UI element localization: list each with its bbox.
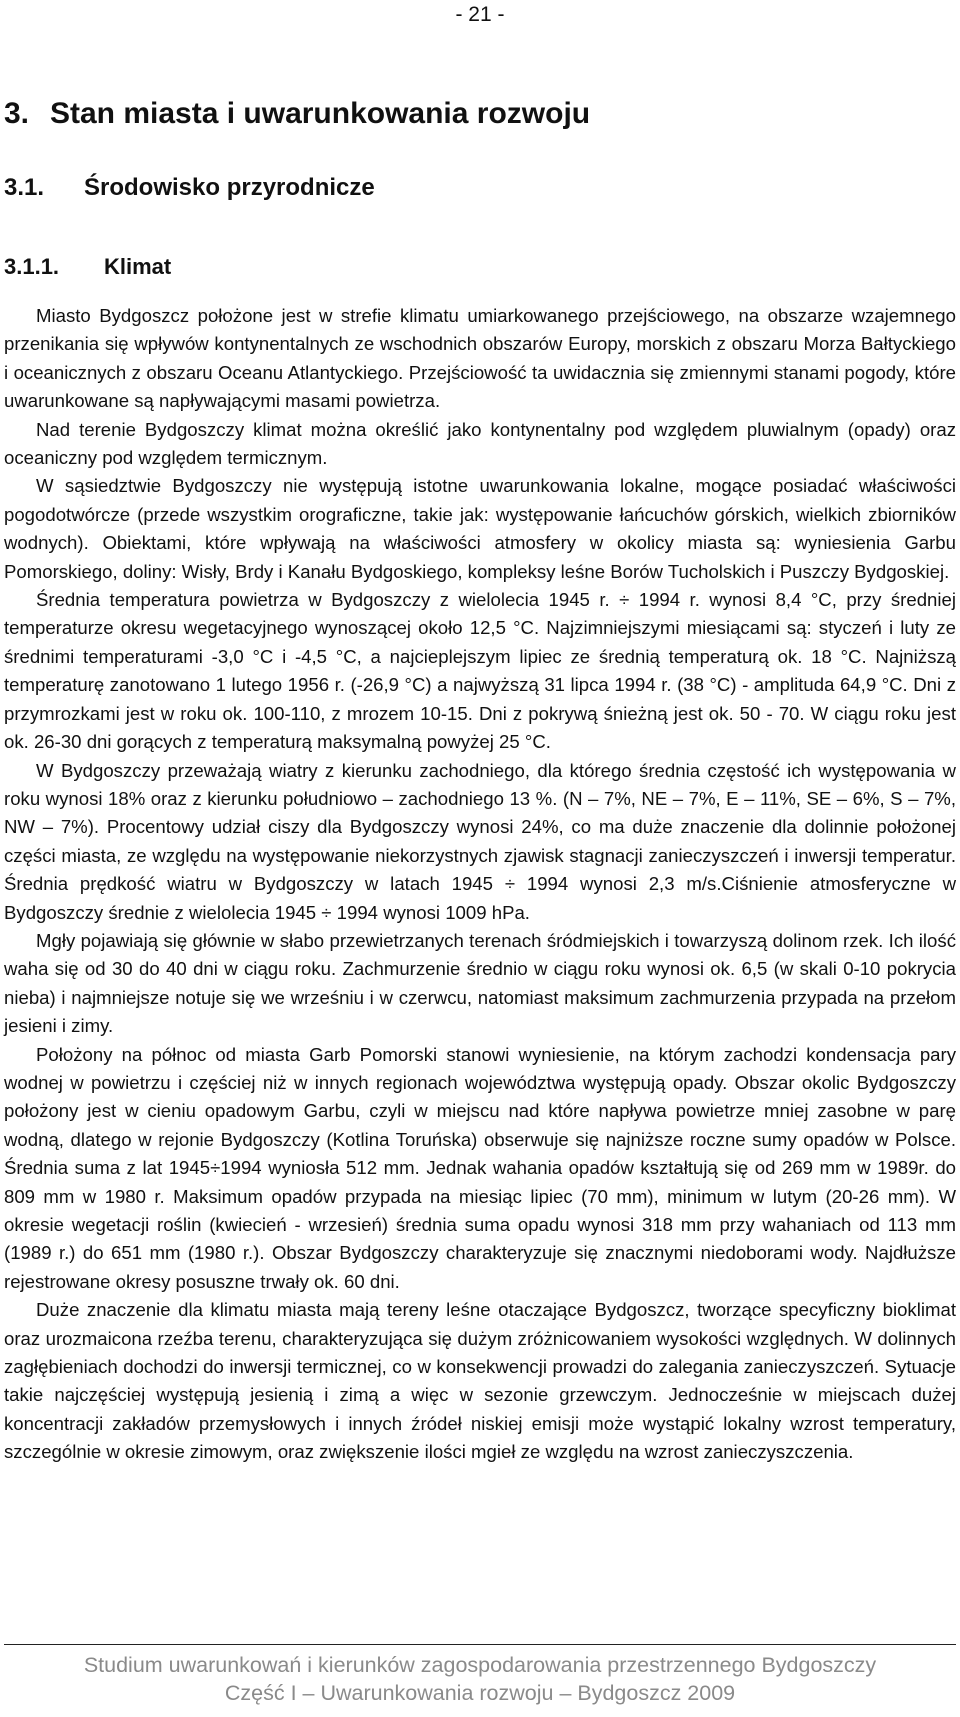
section-number: 3.1. [4, 174, 45, 201]
section-title: Środowisko przyrodnicze [84, 174, 375, 201]
page-number: - 21 - [455, 3, 505, 26]
footer-divider [4, 1644, 956, 1645]
paragraph-wind: W Bydgoszczy przeważają wiatry z kierunku zachodniego, dla którego średnia częstość ich występowania w roku wynosi 18% oraz z kierunku południowo – zachodniego 13 %. (N – 7%, NE – 7%, E – 11%, SE – 6%, S – 7%, NW – 7%). Procentowy udział ciszy dla Bydgoszczy wynosi 24%, co ma duże znaczenie dla dolinnie położonej części miasta, ze względu na występowanie niekorzystnych zjawisk stagnacji zanieczyszczeń i inwersji temperatur. Średnia prędkość wiatru w Bydgoszczy w latach 1945 ÷ 1994 wynosi 2,3 m/s.Ciśnienie atmosferyczne w Bydgoszczy średnie z wielolecia 1945 ÷ 1994 wynosi 1009 hPa. [4, 759, 956, 923]
paragraph-local-conditions: W sąsiedztwie Bydgoszczy nie występują istotne uwarunkowania lokalne, mogące posiadać właściwości pogodotwórcze (przede wszystkim orograficzne, takie jak: występowanie łańcuchów górskich, wielkich zbiorników wodnych). Obiektami, które wpływają na właściwości atmosfery w okolicy miasta są: wyniesienia Garbu Pomorskiego, doliny: Wisły, Brdy i Kanału Bydgoskiego, kompleksy leśne Borów Tucholskich i Puszczy Bydgoskiej. [4, 475, 956, 582]
paragraph-climate-type: Nad terenie Bydgoszczy klimat można określić jako kontynentalny pod względem pluwialnym (opady) oraz oceaniczny pod względem termicznym. [4, 418, 956, 469]
section-heading [4, 173, 375, 203]
paragraph-precipitation: Położony na północ od miasta Garb Pomorski stanowi wyniesienie, na którym zachodzi kondensacja pary wodnej w powietrzu i częściej niż w innych regionach województwa występują opady. Obszar okolic Bydgoszczy położony jest w cieniu opadowym Garbu, czyli w miejscu nad które napływa powietrze mniej zasobne w parę wodną, dlatego w rejonie Bydgoszczy (Kotlina Toruńska) obserwuje się najniższe roczne sumy opadów w Polsce. Średnia suma z lat 1945÷1994 wyniosła 512 mm. Jednak wahania opadów kształtują się od 269 mm w 1989r. do 809 mm w 1980 r. Maksimum opadów przypada na miesiąc lipiec (70 mm), minimum w lutym (20-26 mm). W okresie wegetacji roślin (kwiecień - wrzesień) średnia suma opadu wynosi 318 mm przy wahaniach od 113 mm (1989 r.) do 651 mm (1980 r.). Obszar Bydgoszczy charakteryzuje się znacznymi niedoborami wody. Najdłuższe rejestrowane okresy posuszne trwały ok. 60 dni. [4, 1043, 956, 1292]
footer-title: Studium uwarunkowań i kierunków zagospodarowania przestrzennego Bydgoszczy [83, 1653, 877, 1677]
subsection-number: 3.1.1. [4, 254, 60, 279]
footer-subtitle: Część I – Uwarunkowania rozwoju – Bydgoszcz 2009 [224, 1681, 736, 1705]
chapter-number: 3. [4, 97, 30, 130]
subsection-heading [4, 253, 171, 281]
page-footer [0, 1644, 960, 1707]
paragraph-climate-zone: Miasto Bydgoszcz położone jest w strefie klimatu umiarkowanego przejściowego, na obszarze wzajemnego przenikania się wpływów kontynentalnych ze wschodnich obszarów Europy, morskich z obszaru Morza Bałtyckiego i oceanicznych z obszaru Oceanu Atlantyckiego. Przejściowość ta uwidacznia się zmiennymi stanami pogody, które uwarunkowane są napływającymi masami powietrza. [4, 305, 956, 412]
paragraph-bioclimate: Duże znaczenie dla klimatu miasta mają tereny leśne otaczające Bydgoszcz, tworzące specyficzny bioklimat oraz urozmaicona rzeźba terenu, charakteryzująca się dużym zróżnicowaniem wysokości względnych. W dolinnych zagłębieniach dochodzi do inwersji termicznej, co w konsekwencji prowadzi do zalegania zanieczyszczeń. Sytuacje takie najczęściej występują jesienią i zimą a więc w sezonie grzewczym. Jednocześnie w miejscach dużej koncentracji zakładów przemysłowych i innych źródeł niskiej emisji może wystąpić lokalny wzrost temperatury, szczególnie w okresie zimowym, oraz zwiększenie ilości mgieł ze względu na wzrost zanieczyszczenia. [4, 1299, 956, 1463]
chapter-heading [4, 96, 590, 132]
chapter-title: Stan miasta i uwarunkowania rozwoju [50, 97, 591, 130]
paragraph-fog-clouds: Mgły pojawiają się głównie w słabo przewietrzanych terenach śródmiejskich i towarzyszą dolinom rzek. Ich ilość waha się od 30 do 40 dni w ciągu roku. Zachmurzenie średnio w ciągu roku wynosi ok. 6,5 (w skali 0-10 pokrycia nieba) i najmniejsze notuje się we wrześniu i w czerwcu, natomiast maksimum zachmurzenia przypada na przełom jesieni i zimy. [4, 929, 956, 1037]
paragraph-temperature: Średnia temperatura powietrza w Bydgoszczy z wielolecia 1945 r. ÷ 1994 r. wynosi 8,4 °C, przy średniej temperaturze okresu wegetacyjnego wynoszącej około 12,5 °C. Najzimniejszymi miesiącami są: styczeń i luty ze średnimi temperaturami -3,0 °C i -4,5 °C, a najcieplejszym lipiec ze średnią temperaturą ok. 18 °C. Najniższą temperaturę zanotowano 1 lutego 1956 r. (-26,9 °C) a najwyższą 31 lipca 1994 r. (38 °C) - amplituda 64,9 °C. Dni z przymrozkami jest w roku ok. 100-110, z mrozem 10-15. Dni z pokrywą śnieżną jest ok. 50 - 70. W ciągu roku jest ok. 26-30 dni gorących z temperaturą maksymalną powyżej 25 °C. [4, 589, 956, 753]
subsection-title: Klimat [104, 254, 172, 279]
body-text [4, 302, 956, 1467]
